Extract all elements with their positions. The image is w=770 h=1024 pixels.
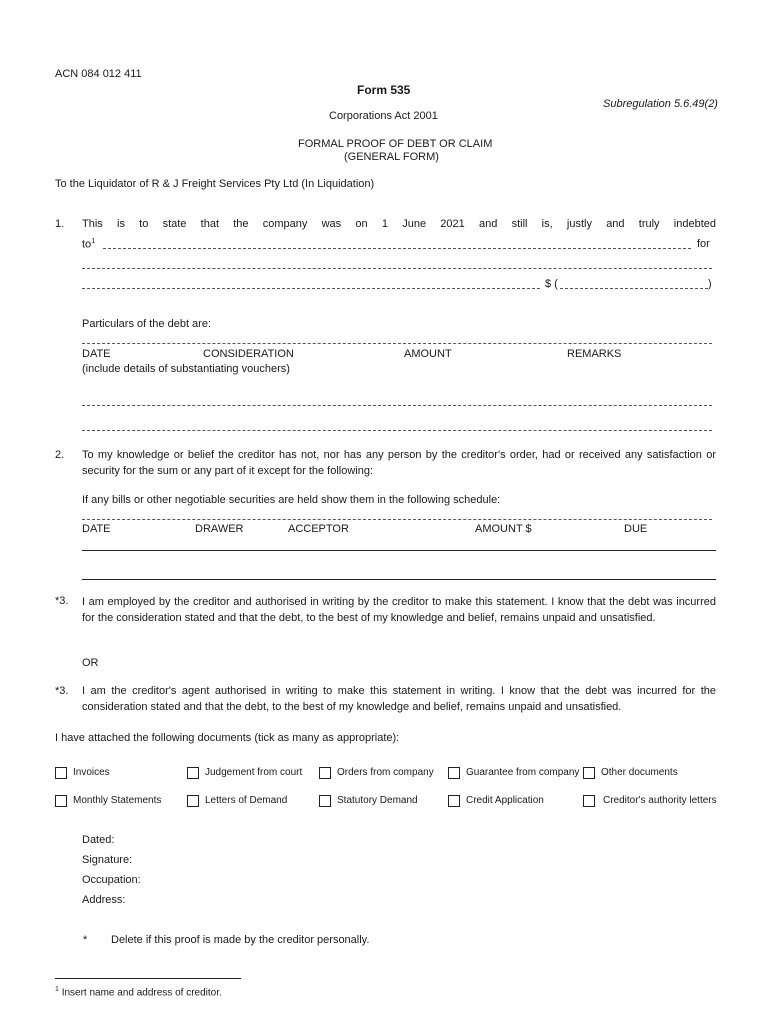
col-consideration: CONSIDERATION (203, 348, 294, 360)
note-text: Delete if this proof is made by the creditor personally. (111, 934, 370, 946)
particulars-line-1[interactable] (82, 405, 712, 406)
authority-letters-checkbox[interactable] (583, 795, 595, 807)
section-3b-number: *3. (55, 685, 69, 697)
credit-application-checkbox[interactable] (448, 795, 460, 807)
footnote-rule (55, 978, 241, 979)
sched-col-acceptor: ACCEPTOR (288, 523, 349, 535)
statutory-demand-label: Statutory Demand (337, 795, 418, 806)
column-note: (include details of substantiating vouchers) (82, 363, 290, 375)
occupation-label: Occupation: (82, 874, 141, 886)
other-documents-checkbox[interactable] (583, 767, 595, 779)
addressee: To the Liquidator of R & J Freight Services Pty Ltd (In Liquidation) (55, 178, 375, 190)
schedule-row-line-2[interactable] (82, 579, 716, 580)
section-1-text: This is to state that the company was on 1 June 2021 and still is, justly and truly indebted (82, 218, 716, 230)
dated-label: Dated: (82, 834, 115, 846)
other-documents-label: Other documents (601, 767, 678, 778)
footnote: $^1$ Insert name and address of creditor. (55, 986, 222, 999)
signature-label: Signature: (82, 854, 133, 866)
monthly-statements-label: Monthly Statements (73, 795, 162, 806)
col-date: DATE (82, 348, 111, 360)
section-2-text: To my knowledge or belief the creditor has not, nor has any person by the creditor's order, had or received any satisfaction or security for the sum or any part of it except for the following: (82, 449, 716, 477)
note-star: * (83, 934, 88, 946)
statutory-demand-checkbox[interactable] (319, 795, 331, 807)
section-3b-text: I am the creditor's agent authorised in writing to make this statement in writing. I know that the debt was incurred for the consideration stated and that the debt, to the best of my knowledge and belief, remains unpaid and unsatisfied. (82, 685, 716, 713)
authority-letters-label: Creditor's authority letters (603, 795, 717, 806)
section-1-number: 1. (55, 218, 65, 230)
letters-of-demand-label: Letters of Demand (205, 795, 288, 806)
dollar-label: $ ( (545, 278, 558, 290)
schedule-label: If any bills or other negotiable securities are held show them in the following schedule: (82, 494, 501, 506)
invoices-label: Invoices (73, 767, 110, 778)
guarantee-label: Guarantee from company (466, 767, 580, 778)
act-name: Corporations Act 2001 (329, 110, 438, 122)
attachments-label: I have attached the following documents (tick as many as appropriate): (55, 732, 400, 744)
col-amount: AMOUNT (404, 348, 452, 360)
acn-number: ACN 084 012 411 (55, 68, 142, 80)
schedule-row-line-1[interactable] (82, 550, 716, 551)
particulars-label: Particulars of the debt are: (82, 318, 212, 330)
invoices-checkbox[interactable] (55, 767, 67, 779)
to-label: $to^1$ (82, 238, 96, 251)
for-label: for (697, 238, 710, 250)
sched-col-drawer: DRAWER (195, 523, 244, 535)
creditor-name-line[interactable] (103, 248, 691, 249)
debt-description-line-2[interactable] (82, 288, 540, 289)
letters-of-demand-checkbox[interactable] (187, 795, 199, 807)
sched-col-amount: AMOUNT $ (475, 523, 532, 535)
particulars-divider (82, 343, 712, 344)
amount-words-line[interactable] (560, 288, 708, 289)
sched-col-date: DATE (82, 523, 111, 535)
judgement-label: Judgement from court (205, 767, 303, 778)
address-label: Address: (82, 894, 126, 906)
section-3a-number: *3. (55, 595, 69, 607)
monthly-statements-checkbox[interactable] (55, 795, 67, 807)
debt-description-line[interactable] (82, 268, 712, 269)
section-2-number: 2. (55, 449, 65, 461)
subregulation: Subregulation 5.6.49(2) (603, 98, 718, 110)
or-label: OR (82, 657, 99, 669)
guarantee-checkbox[interactable] (448, 767, 460, 779)
orders-label: Orders from company (337, 767, 434, 778)
judgement-checkbox[interactable] (187, 767, 199, 779)
orders-checkbox[interactable] (319, 767, 331, 779)
sched-col-due: DUE (624, 523, 648, 535)
particulars-line-2[interactable] (82, 430, 712, 431)
section-3a-text: I am employed by the creditor and authorised in writing by the creditor to make this statement. I know that the debt was incurred for the consideration stated and that the debt, to the best of my knowledge and belief, remains unpaid and unsatisfied. (82, 596, 716, 624)
schedule-divider (82, 519, 712, 520)
form-heading: FORMAL PROOF OF DEBT OR CLAIM (298, 138, 493, 150)
dollar-close: ) (708, 278, 712, 290)
col-remarks: REMARKS (567, 348, 622, 360)
form-subheading: (GENERAL FORM) (344, 151, 439, 163)
credit-application-label: Credit Application (466, 795, 544, 806)
form-title: Form 535 (357, 83, 411, 97)
